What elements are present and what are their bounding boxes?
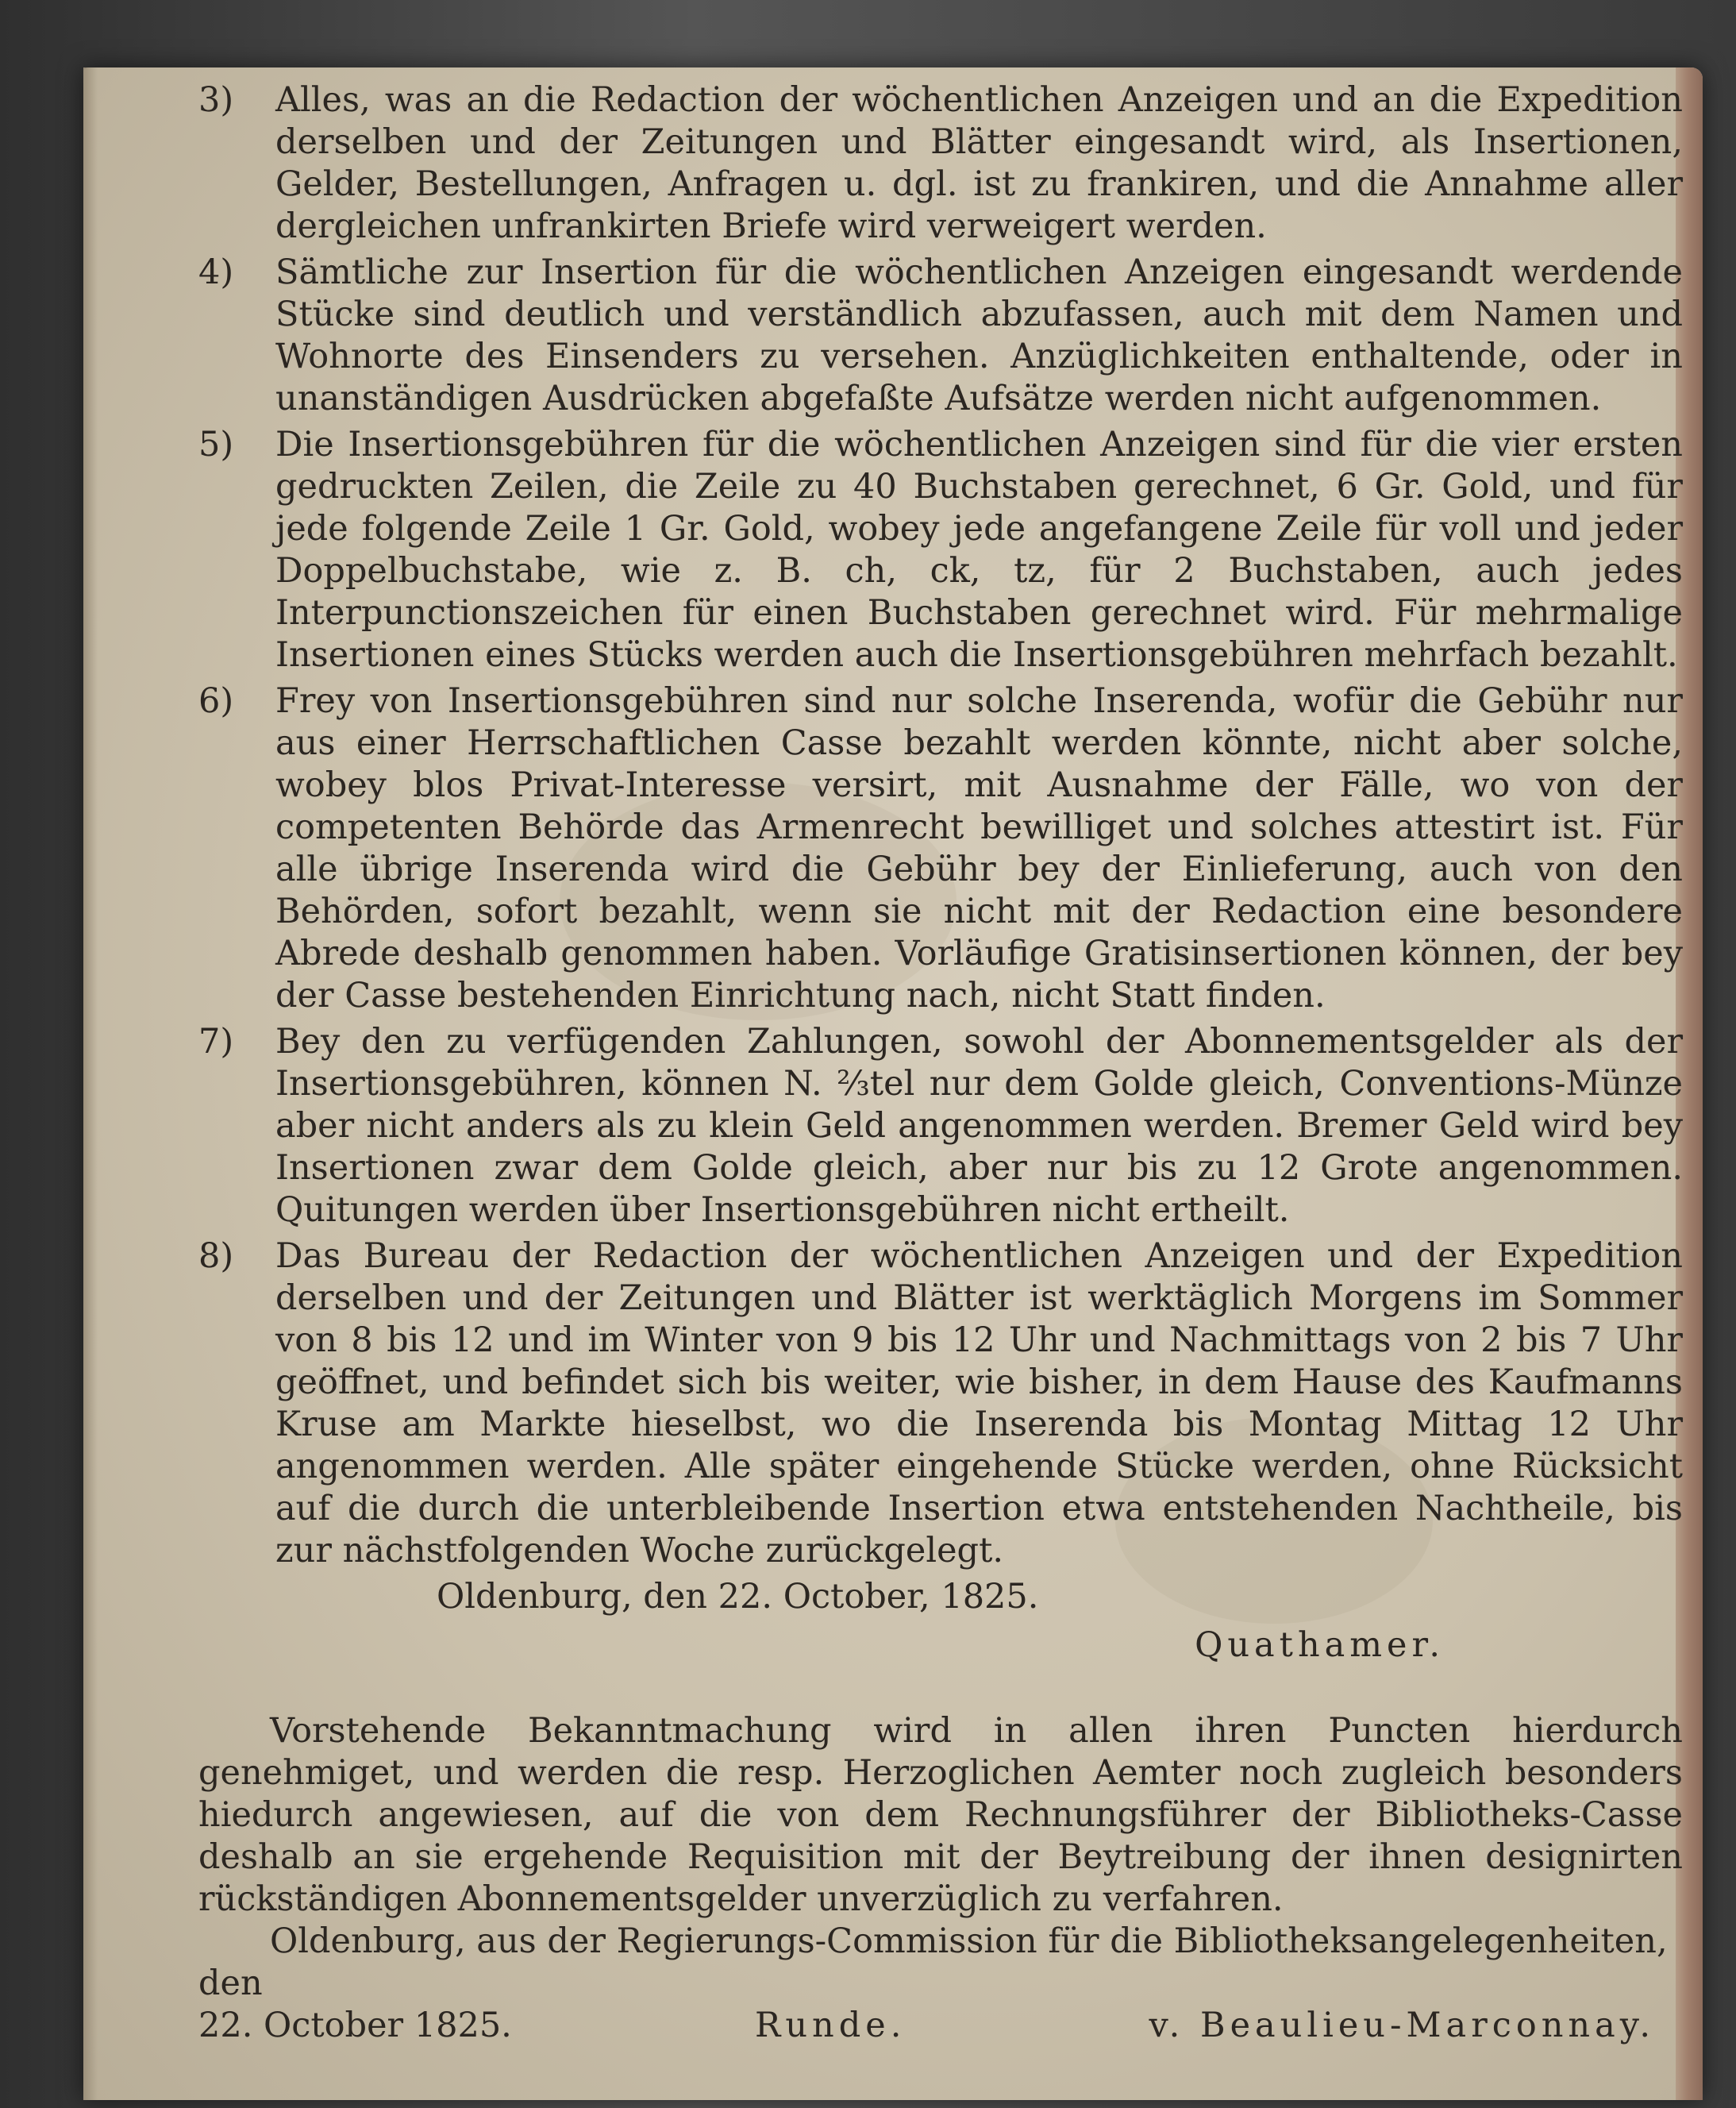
signature-quathamer: Quathamer. <box>1195 1625 1445 1665</box>
item-text: Bey den zu verfügenden Zahlungen, sowohl der Abonnementsgelder als der Insertionsgebühren, können N. ⅔tel nur dem Golde gleich, Conventions-Münze aber nicht anders als zu klein Geld angenommen werden. Bremer Geld wird bey Insertionen zwar dem Golde gleich, aber nur bis zu 12 Grote angenommen. Quitungen werden über Insertionsgebühren nicht ertheilt. <box>275 1022 1683 1230</box>
date-line: Oldenburg, den 22. October, 1825. <box>437 1577 1039 1617</box>
approval-paragraph: Vorstehende Bekanntmachung wird in allen ihren Puncten hierdurch genehmiget, und werden die resp. Herzoglichen Aemter noch zugleich besonders hiedurch angewiesen, auf die von dem Rechnungsführer der Bibliotheks-Casse deshalb an sie ergehende Requisition mit der Beytreibung der ihnen designirten rückständigen Abonnementsgelder unverzüglich zu verfahren. <box>198 1711 1683 1919</box>
signer-runde: Runde. <box>754 2006 906 2045</box>
item-number: 3) <box>198 80 234 120</box>
approval-place-line: Oldenburg, aus der Regierungs-Commission für die Bibliotheksangelegenheiten, den <box>198 1921 1668 2003</box>
item-text: Alles, was an die Redaction der wöchentlichen Anzeigen und an die Expedition derselben und der Zeitungen und Blätter eingesandt wird, als Insertionen, Gelder, Bestellungen, Anfragen u. dgl. ist zu frankiren, und die Annahme aller dergleichen unfrankirten Briefe wird verweigert werden. <box>275 80 1683 246</box>
rule-item-4 <box>198 252 1683 420</box>
final-signature-line <box>198 2005 1683 2047</box>
page-gutter <box>83 67 98 2100</box>
approval-date: 22. October 1825. <box>198 2006 512 2045</box>
rule-item-7 <box>198 1021 1683 1231</box>
item-number: 7) <box>198 1022 234 1062</box>
item-text: Die Insertionsgebühren für die wöchentlichen Anzeigen sind für die vier ersten gedruckten Zeilen, die Zeile zu 40 Buchstaben gerechnet, 6 Gr. Gold, und für jede folgende Zeile 1 Gr. Gold, wobey jede angefangene Zeile für voll und jeder Doppelbuchstabe, wie z. B. ch, ck, tz, für 2 Buchstaben, auch jedes Interpunctionszeichen für einen Buchstaben gerechnet wird. Für mehrmalige Insertionen eines Stücks werden auch die Insertionsgebühren mehrfach bezahlt. <box>275 425 1683 675</box>
rule-item-3 <box>198 79 1683 248</box>
signer-beaulieu-marconnay: v. Beaulieu-Marconnay. <box>1149 2006 1655 2045</box>
item-number: 8) <box>198 1236 234 1276</box>
item-number: 6) <box>198 681 234 721</box>
rule-item-8 <box>198 1235 1683 1572</box>
item-number: 4) <box>198 252 234 292</box>
item-number: 5) <box>198 425 234 464</box>
item-text: Sämtliche zur Insertion für die wöchentlichen Anzeigen eingesandt werdende Stücke sind deutlich und verständlich abzufassen, auch mit dem Namen und Wohnorte des Einsenders zu versehen. Anzüglichkeiten enthaltende, oder in unanständigen Ausdrücken abgefaßte Aufsätze werden nicht aufgenommen. <box>275 252 1683 418</box>
rule-item-6 <box>198 680 1683 1017</box>
item-text: Das Bureau der Redaction der wöchentlichen Anzeigen und der Expedition derselben und der Zeitungen und Blätter ist werktäglich Morgens im Sommer von 8 bis 12 und im Winter von 9 bis 12 Uhr und Nachmittags von 2 bis 7 Uhr geöffnet, und befindet sich bis weiter, wie bisher, in dem Hause des Kaufmanns Kruse am Markte hieselbst, wo die Inserenda bis Montag Mittag 12 Uhr angenommen werden. Alle später eingehende Stücke werden, ohne Rücksicht auf die durch die unterbleibende Insertion etwa entstehenden Nachtheile, bis zur nächstfolgenden Woche zurückgelegt. <box>275 1236 1683 1570</box>
rule-item-5 <box>198 424 1683 676</box>
item-text: Frey von Insertionsgebühren sind nur solche Inserenda, wofür die Gebühr nur aus einer Herrschaftlichen Casse bezahlt werden könnte, nicht aber solche, wobey blos Privat-Interesse versirt, mit Ausnahme der Fälle, wo von der competenten Behörde das Armenrecht bewilliget und solches attestirt ist. Für alle übrige Inserenda wird die Gebühr bey der Einlieferung, auch von den Behörden, sofort bezahlt, wenn sie nicht mit der Redaction eine besondere Abrede deshalb genommen haben. Vorläufige Gratisinsertionen können, der bey der Casse bestehenden Einrichtung nach, nicht Statt finden. <box>275 681 1683 1015</box>
document-text <box>198 79 1683 2047</box>
